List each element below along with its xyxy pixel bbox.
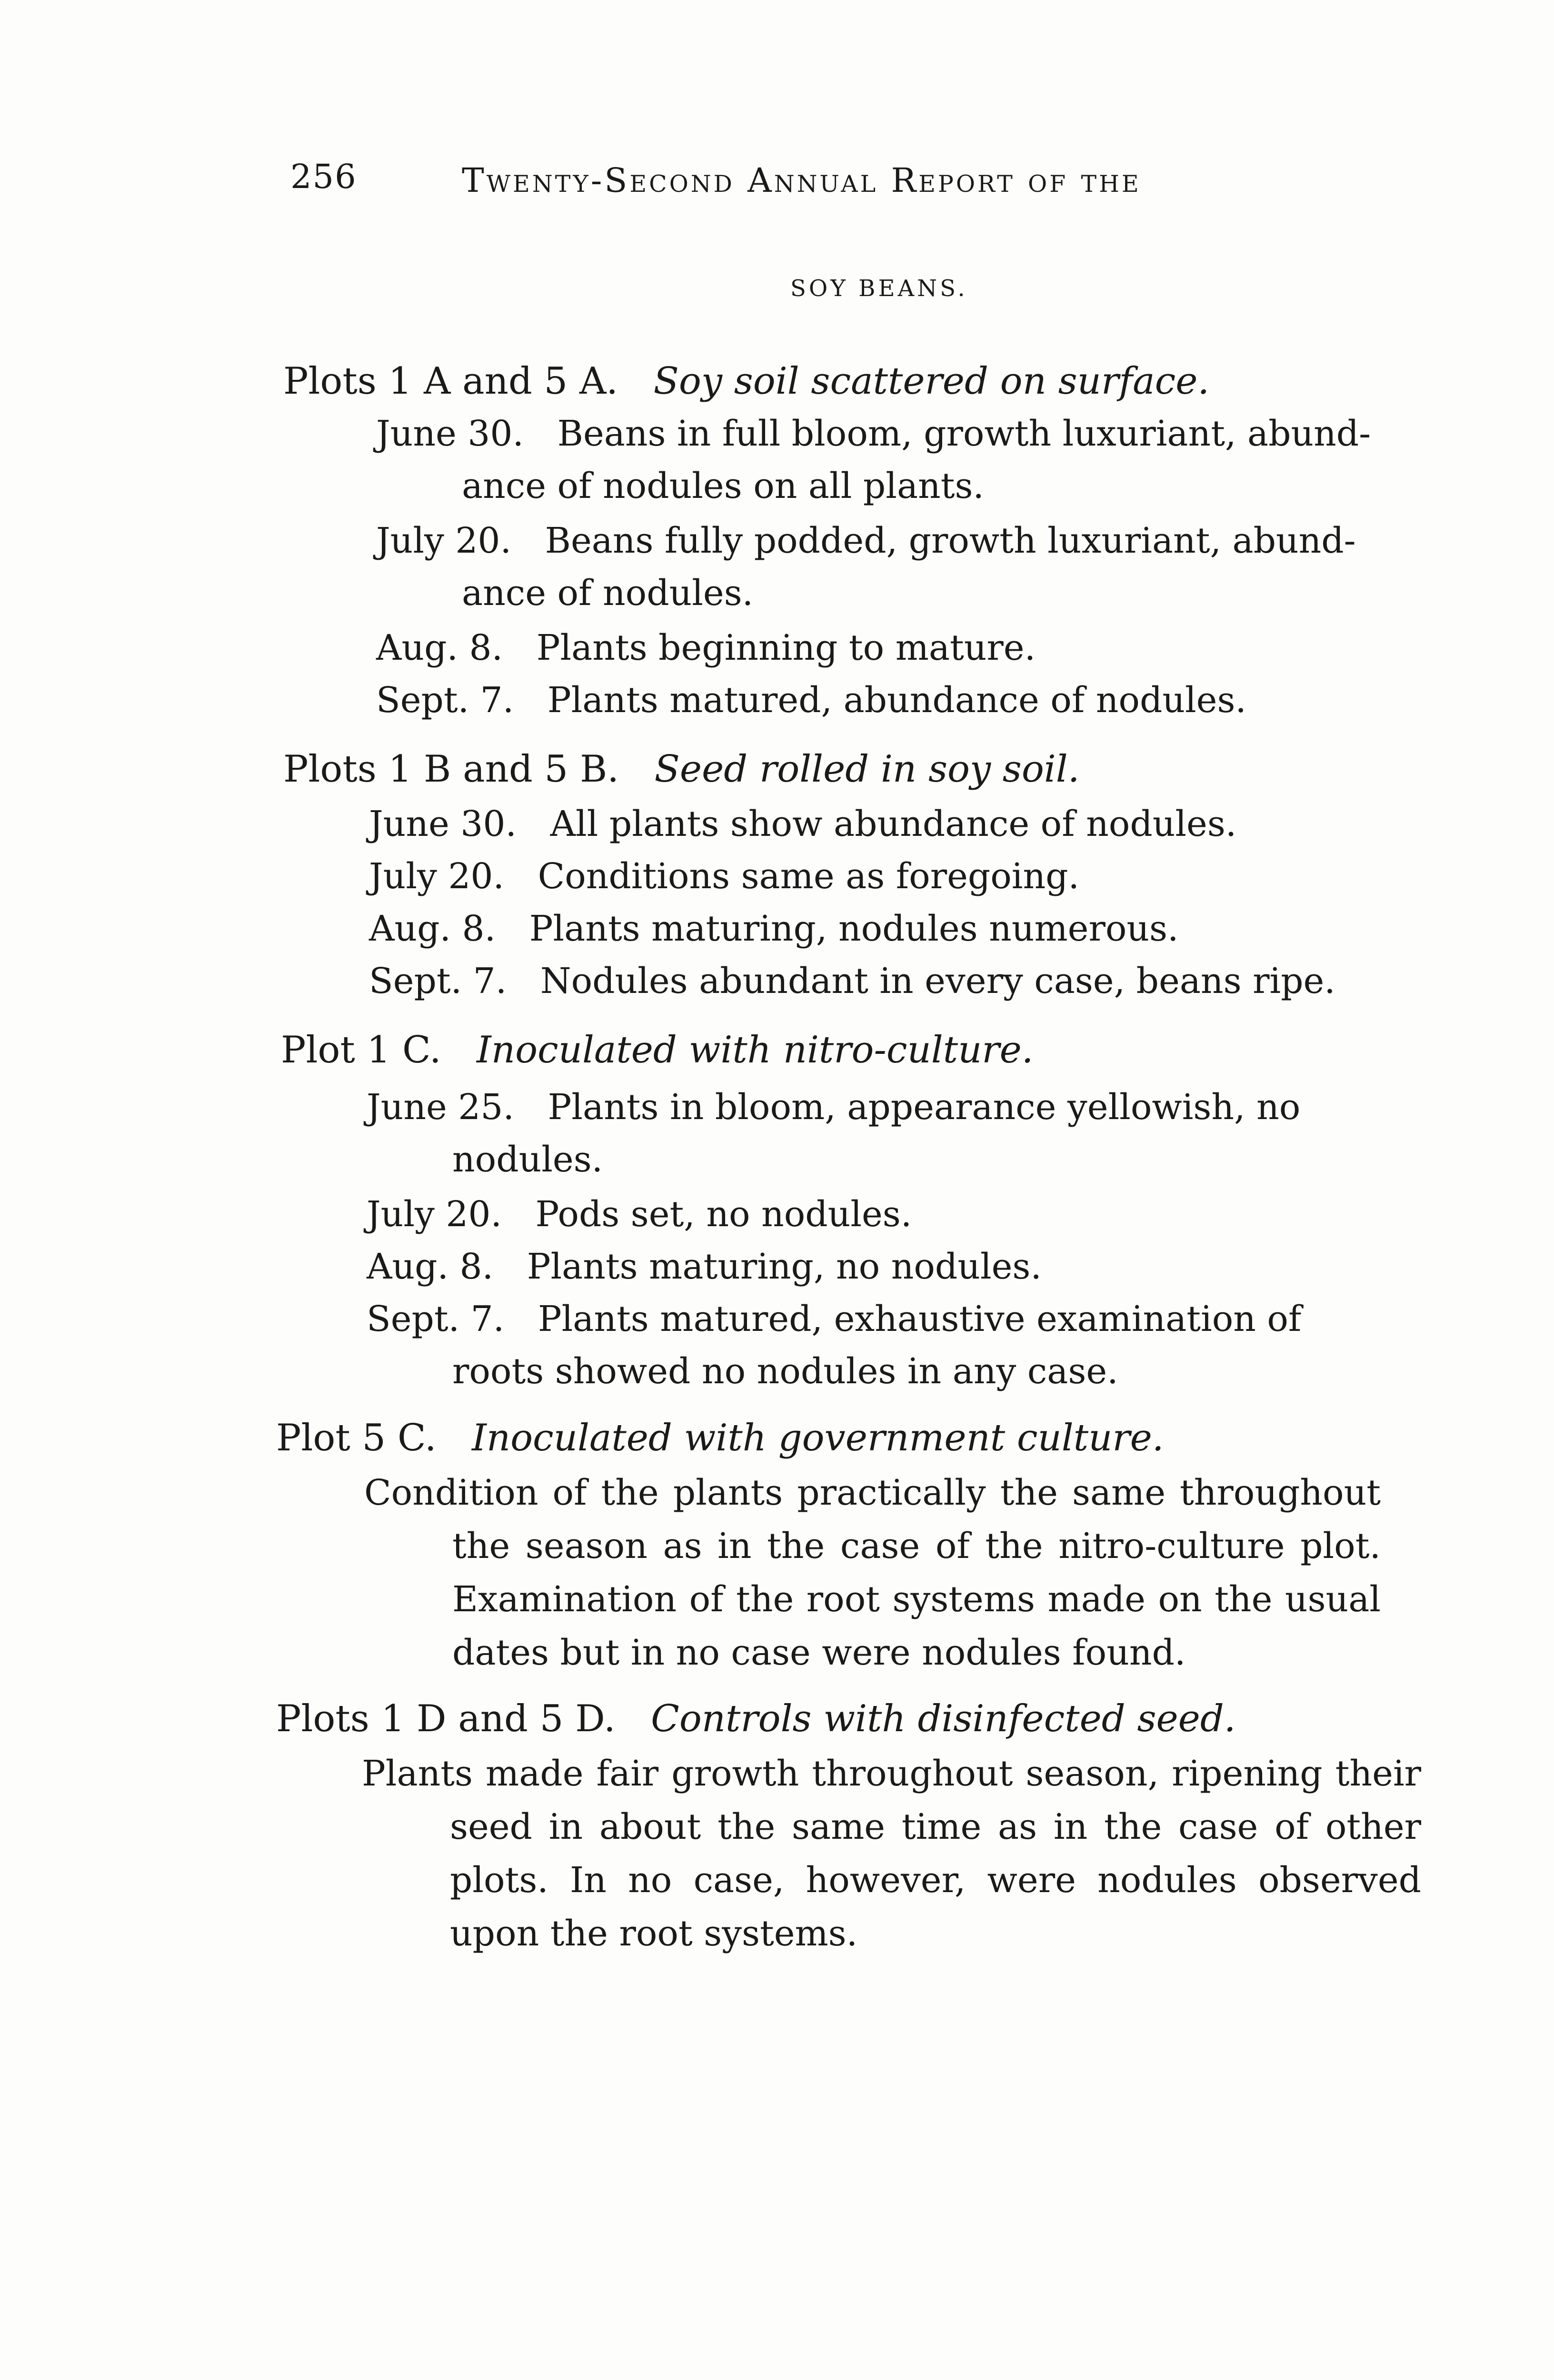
entry [369, 954, 1335, 1008]
plot-paragraph: Plants made fair growth throughout season, ripening their seed in about the same time as in the case of other plots. In no case, however, were nodules observed upon the root systems. [362, 1753, 1421, 1954]
entry-text: Nodules abundant in every case, beans ripe. [540, 961, 1335, 1002]
entry-text: Plants in bloom, appearance yellowish, no [548, 1087, 1301, 1128]
entry-date: July 20. [367, 1194, 502, 1235]
entry-date: Sept. 7. [367, 1299, 505, 1339]
entry [367, 1081, 1300, 1134]
entry [376, 621, 1036, 674]
entry [369, 850, 1079, 903]
plot-paragraph: Condition of the plants practically the same throughout the season as in the case of the nitro-culture plot. Examination of the root systems made on the usual dates but in no case were nodules found. [364, 1472, 1381, 1673]
running-title: Twenty-Second Annual Report of the [462, 161, 1141, 200]
entry-date: Sept. 7. [369, 961, 507, 1002]
entry [376, 407, 1371, 460]
entry-date: June 25. [367, 1087, 514, 1128]
entry [376, 514, 1356, 567]
plot-heading-1d-5d [276, 1692, 1236, 1745]
entry-text: Plants matured, abundance of nodules. [547, 680, 1246, 721]
plot-label: Plots 1 D and 5 D. [276, 1697, 616, 1740]
entry-date: Aug. 8. [367, 1246, 494, 1287]
entry-text: Pods set, no nodules. [535, 1194, 912, 1235]
entry-continuation: nodules. [452, 1139, 603, 1180]
plot-treatment: Soy soil scattered on surface. [653, 360, 1210, 403]
entry [376, 674, 1246, 727]
entry-text: All plants show abundance of nodules. [550, 803, 1237, 844]
plot-label: Plot 5 C. [276, 1417, 437, 1459]
plot-label: Plot 1 C. [281, 1029, 441, 1071]
entry-continuation: roots showed no nodules in any case. [452, 1351, 1118, 1392]
plot-heading-5c [276, 1411, 1164, 1465]
section-heading: SOY BEANS. [790, 275, 968, 302]
entry [367, 1240, 1042, 1293]
plot-treatment: Inoculated with government culture. [472, 1417, 1164, 1459]
entry-date: June 30. [369, 803, 517, 844]
entry-text: Plants matured, exhaustive examination of [538, 1299, 1302, 1339]
plot-treatment: Controls with disinfected seed. [651, 1697, 1236, 1740]
entry-date: July 20. [376, 520, 512, 561]
entry-date: Aug. 8. [376, 627, 503, 668]
entry-date: July 20. [369, 856, 505, 897]
plot-label: Plots 1 B and 5 B. [283, 748, 619, 791]
page-number: 256 [290, 157, 357, 196]
plot-label: Plots 1 A and 5 A. [283, 360, 618, 403]
entry [369, 902, 1179, 955]
page-header [290, 157, 1290, 209]
plot-treatment: Seed rolled in soy soil. [654, 748, 1080, 791]
entry-text: Plants beginning to mature. [536, 627, 1036, 668]
plot-treatment: Inoculated with nitro-culture. [477, 1029, 1034, 1071]
entry-text: Plants maturing, nodules numerous. [529, 908, 1179, 949]
entry-date: Aug. 8. [369, 908, 496, 949]
plot-heading-1c [281, 1023, 1034, 1077]
entry-text: Conditions same as foregoing. [538, 856, 1080, 897]
entry [369, 797, 1236, 851]
entry-text: Plants maturing, no nodules. [527, 1246, 1042, 1287]
entry [367, 1292, 1301, 1346]
plot-heading-1b-5b [283, 743, 1080, 796]
entry-text: Beans fully podded, growth luxuriant, abund- [545, 520, 1356, 561]
entry-date: June 30. [376, 413, 524, 454]
entry-text: Beans in full bloom, growth luxuriant, abund- [557, 413, 1371, 454]
entry-continuation: ance of nodules on all plants. [462, 466, 984, 506]
entry-date: Sept. 7. [376, 680, 514, 721]
entry-continuation: ance of nodules. [462, 573, 754, 614]
entry [367, 1188, 912, 1241]
plot-heading-1a-5a [283, 355, 1209, 408]
